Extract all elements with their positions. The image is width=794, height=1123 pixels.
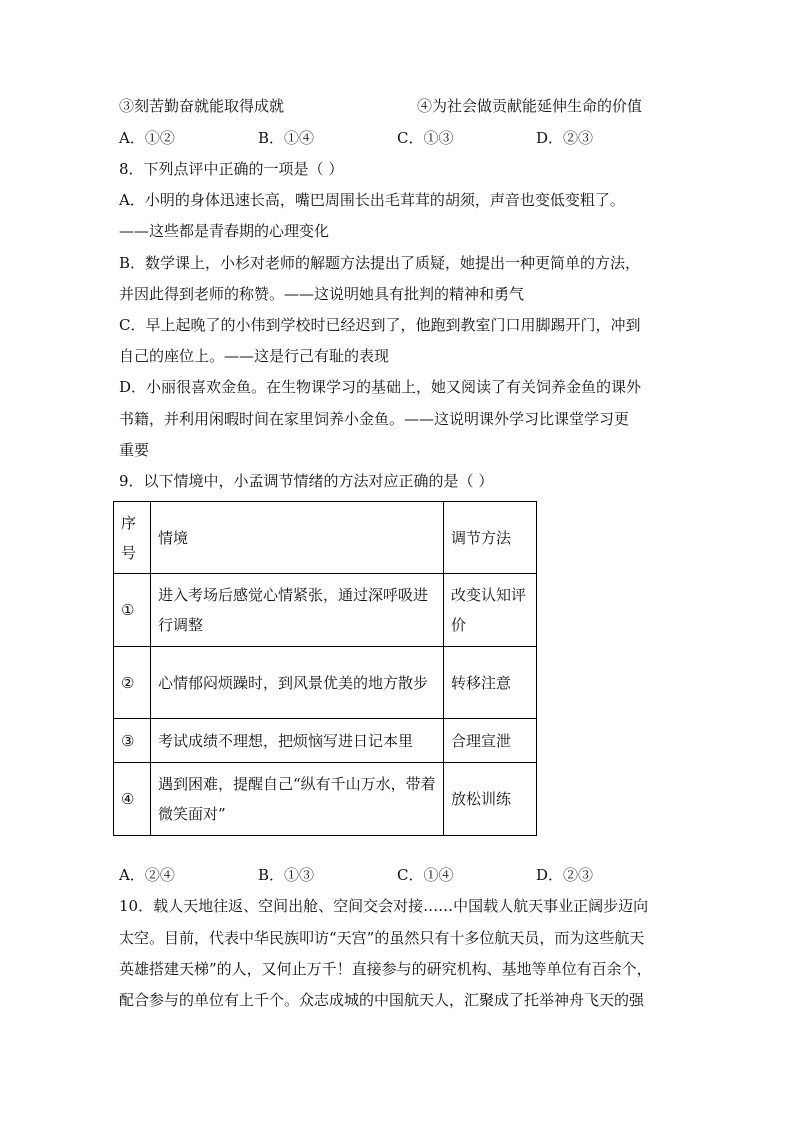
q8-line: D．小丽很喜欢金鱼。在生物课学习的基础上，她又阅读了有关饲养金鱼的课外 [119,378,642,396]
table-row [114,719,537,763]
q8-line: 并因此得到老师的称赞。——这说明她具有批判的精神和勇气 [119,285,525,303]
table-cell: 放松训练 [444,763,537,836]
q9-option-c: C．①④ [397,866,454,884]
q7-item-4: ④为社会做贡献能延伸生命的价值 [417,97,643,115]
q7-option-d: D．②③ [536,129,594,147]
q8-line: 重要 [119,441,150,459]
table-header-row [114,502,537,574]
table-cell: ① [114,574,151,647]
q7-option-c: C．①③ [397,129,454,147]
table-cell: ③ [114,719,151,763]
q8-line: B．数学课上，小杉对老师的解题方法提出了质疑，她提出一种更简单的方法， [119,254,641,272]
q8-line: 自己的座位上。——这是行己有耻的表现 [119,347,390,365]
table-cell: 进入考场后感觉心情紧张，通过深呼吸进行调整 [151,574,444,647]
q8-line: 书籍，并利用闲暇时间在家里饲养小金鱼。——这说明课外学习比课堂学习更 [119,410,630,428]
q7-option-a: A．①② [119,129,175,147]
table-cell: 合理宣泄 [444,719,537,763]
q7-item-3: ③刻苦勤奋就能取得成就 [119,97,285,115]
q9-option-b: B．①③ [258,866,315,884]
table-cell: 遇到困难，提醒自己“纵有千山万水，带着微笑面对” [151,763,444,836]
q9-option-d: D．②③ [536,866,594,884]
q8-line: A．小明的身体迅速长高，嘴巴周围长出毛茸茸的胡须，声音也变低变粗了。 [119,191,625,209]
q8-line: ——这些都是青春期的心理变化 [119,222,330,240]
q7-option-b: B．①④ [258,129,315,147]
table-cell: 考试成绩不理想，把烦恼写进日记本里 [151,719,444,763]
q10-line: 太空。目前，代表中华民族叩访“天宫”的虽然只有十多位航天员，而为这些航天 [119,929,645,947]
q9-option-a: A．②④ [119,866,175,884]
q8-stem: 8．下列点评中正确的一项是（ ） [119,160,344,178]
table-row [114,763,537,836]
q8-line: C．早上起晚了的小伟到学校时已经迟到了，他跑到教室门口用脚踢开门，冲到 [119,316,641,334]
table-row [114,574,537,647]
header-cell-situation: 情境 [151,502,444,574]
table-cell: ② [114,647,151,719]
table-cell: ④ [114,763,151,836]
q10-line: 英雄搭建天梯”的人，又何止万千！直接参与的研究机构、基地等单位有百余个， [119,960,652,978]
q10-line: 配合参与的单位有上千个。众志成城的中国航天人，汇聚成了托举神舟飞天的强 [119,991,645,1009]
header-cell-method: 调节方法 [444,502,537,574]
table-cell: 心情郁闷烦躁时，到风景优美的地方散步 [151,647,444,719]
table-row [114,647,537,719]
table-cell: 改变认知评价 [444,574,537,647]
q10-line: 10．载人天地往返、空间出舱、空间交会对接……中国载人航天事业正阔步迈向 [119,897,649,915]
header-cell-number: 序号 [114,502,151,574]
q9-stem: 9．以下情境中，小孟调节情绪的方法对应正确的是（ ） [119,472,494,490]
table-cell: 转移注意 [444,647,537,719]
q9-table [113,501,537,836]
